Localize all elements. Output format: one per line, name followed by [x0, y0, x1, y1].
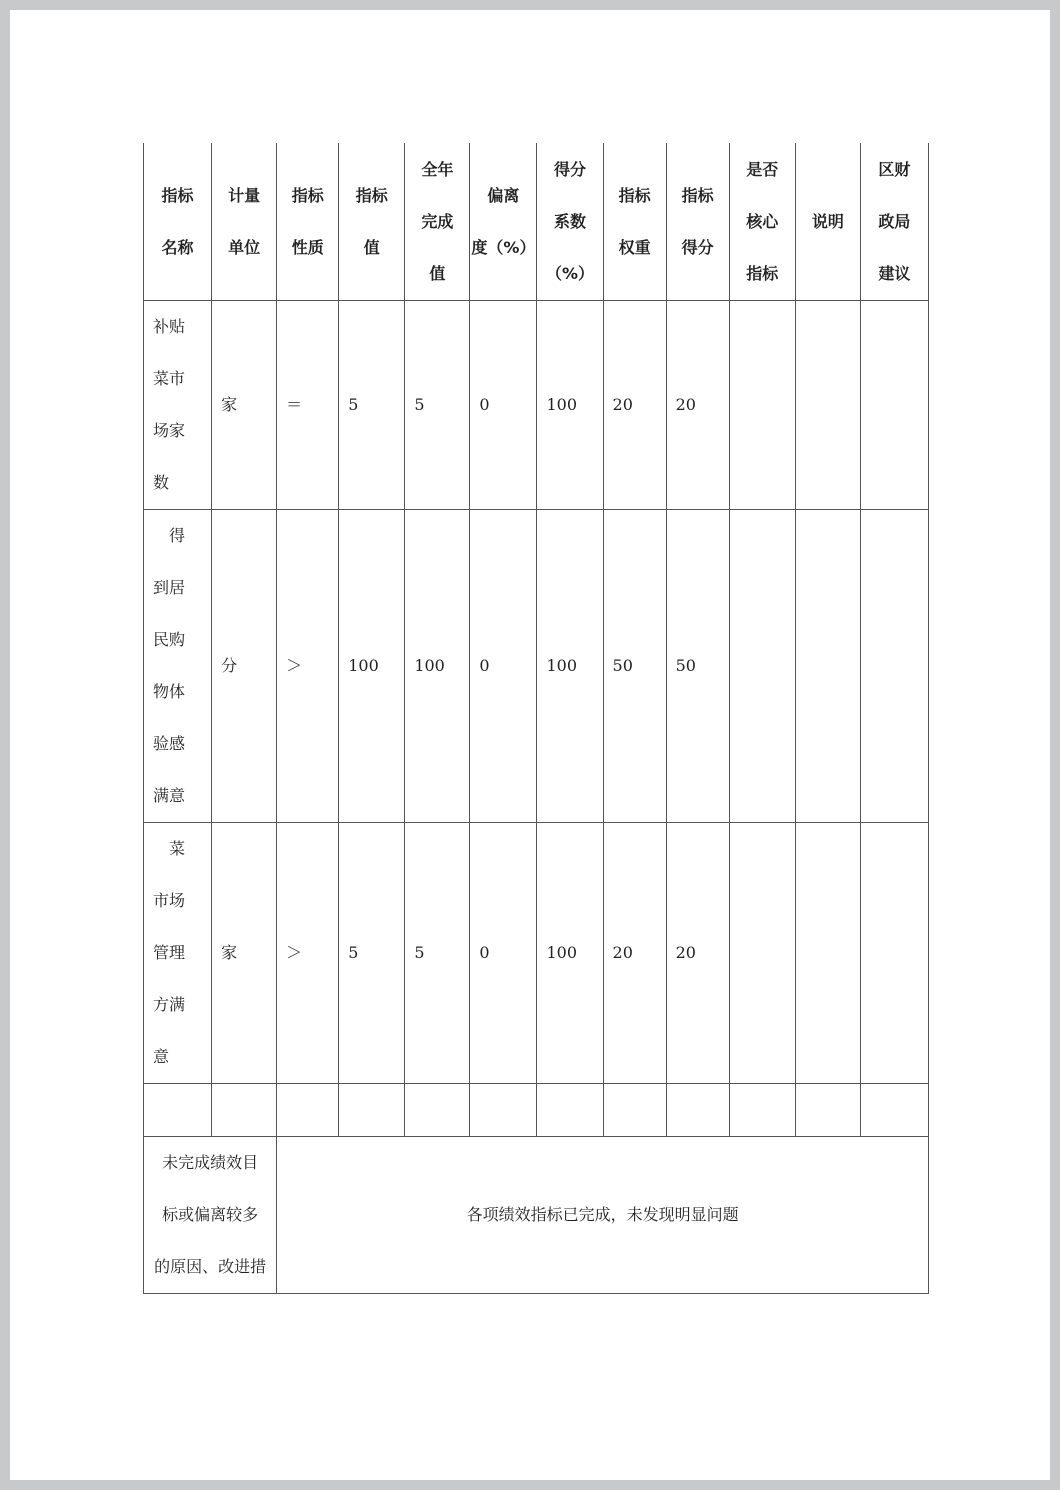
actual-value-cell: 5 [405, 301, 470, 510]
header-cell: 全年 完成 值 [405, 143, 470, 301]
unit-cell: 家 [212, 301, 277, 510]
score-cell: 50 [666, 510, 729, 823]
empty-cell [666, 1084, 729, 1137]
empty-cell [212, 1084, 277, 1137]
header-cell: 说明 [795, 143, 860, 301]
suggestion-cell [860, 823, 928, 1084]
empty-cell [795, 1084, 860, 1137]
empty-cell [144, 1084, 212, 1137]
note-cell [795, 301, 860, 510]
header-cell: 指标 性质 [277, 143, 339, 301]
document-page [10, 10, 1050, 1480]
actual-value-cell: 5 [405, 823, 470, 1084]
empty-cell [603, 1084, 666, 1137]
suggestion-cell [860, 301, 928, 510]
indicator-name-cell: 菜 市场 管理 方满 意 [144, 823, 212, 1084]
weight-cell: 20 [603, 823, 666, 1084]
deviation-cell: 0 [470, 301, 537, 510]
header-cell: 指标 权重 [603, 143, 666, 301]
weight-cell: 50 [603, 510, 666, 823]
deviation-cell: 0 [470, 823, 537, 1084]
coefficient-cell: 100 [537, 301, 603, 510]
nature-cell: ＞ [277, 510, 339, 823]
nature-cell: ＞ [277, 823, 339, 1084]
actual-value-cell: 100 [405, 510, 470, 823]
empty-cell [277, 1084, 339, 1137]
empty-cell [860, 1084, 928, 1137]
nature-cell: ＝ [277, 301, 339, 510]
header-cell: 区财 政局 建议 [860, 143, 928, 301]
target-value-cell: 5 [339, 301, 405, 510]
empty-cell [537, 1084, 603, 1137]
header-cell: 得分 系数 （%） [537, 143, 603, 301]
header-cell: 偏离 度（%） [470, 143, 537, 301]
header-cell: 指标 得分 [666, 143, 729, 301]
indicator-name-cell: 得 到居 民购 物体 验感 满意 [144, 510, 212, 823]
unfinished-reason-note: 各项绩效指标已完成，未发现明显问题 [277, 1137, 929, 1294]
unfinished-reason-label: 未完成绩效目 标或偏离较多 的原因、改进措 [144, 1137, 277, 1294]
core-indicator-cell [729, 510, 795, 823]
unit-cell: 分 [212, 510, 277, 823]
core-indicator-cell [729, 301, 795, 510]
empty-cell [729, 1084, 795, 1137]
footer-row [144, 1137, 929, 1294]
performance-indicator-table [143, 143, 929, 1294]
target-value-cell: 100 [339, 510, 405, 823]
table-row [144, 823, 929, 1084]
indicator-name-cell: 补贴 菜市 场家 数 [144, 301, 212, 510]
note-cell [795, 823, 860, 1084]
note-cell [795, 510, 860, 823]
table-row [144, 301, 929, 510]
header-cell: 指标 值 [339, 143, 405, 301]
header-cell: 计量 单位 [212, 143, 277, 301]
weight-cell: 20 [603, 301, 666, 510]
empty-cell [339, 1084, 405, 1137]
deviation-cell: 0 [470, 510, 537, 823]
header-cell: 是否 核心 指标 [729, 143, 795, 301]
core-indicator-cell [729, 823, 795, 1084]
empty-cell [405, 1084, 470, 1137]
coefficient-cell: 100 [537, 823, 603, 1084]
score-cell: 20 [666, 301, 729, 510]
table-row [144, 510, 929, 823]
score-cell: 20 [666, 823, 729, 1084]
empty-table-row [144, 1084, 929, 1137]
empty-cell [470, 1084, 537, 1137]
target-value-cell: 5 [339, 823, 405, 1084]
coefficient-cell: 100 [537, 510, 603, 823]
unit-cell: 家 [212, 823, 277, 1084]
table-header-row [144, 143, 929, 301]
header-cell: 指标 名称 [144, 143, 212, 301]
suggestion-cell [860, 510, 928, 823]
